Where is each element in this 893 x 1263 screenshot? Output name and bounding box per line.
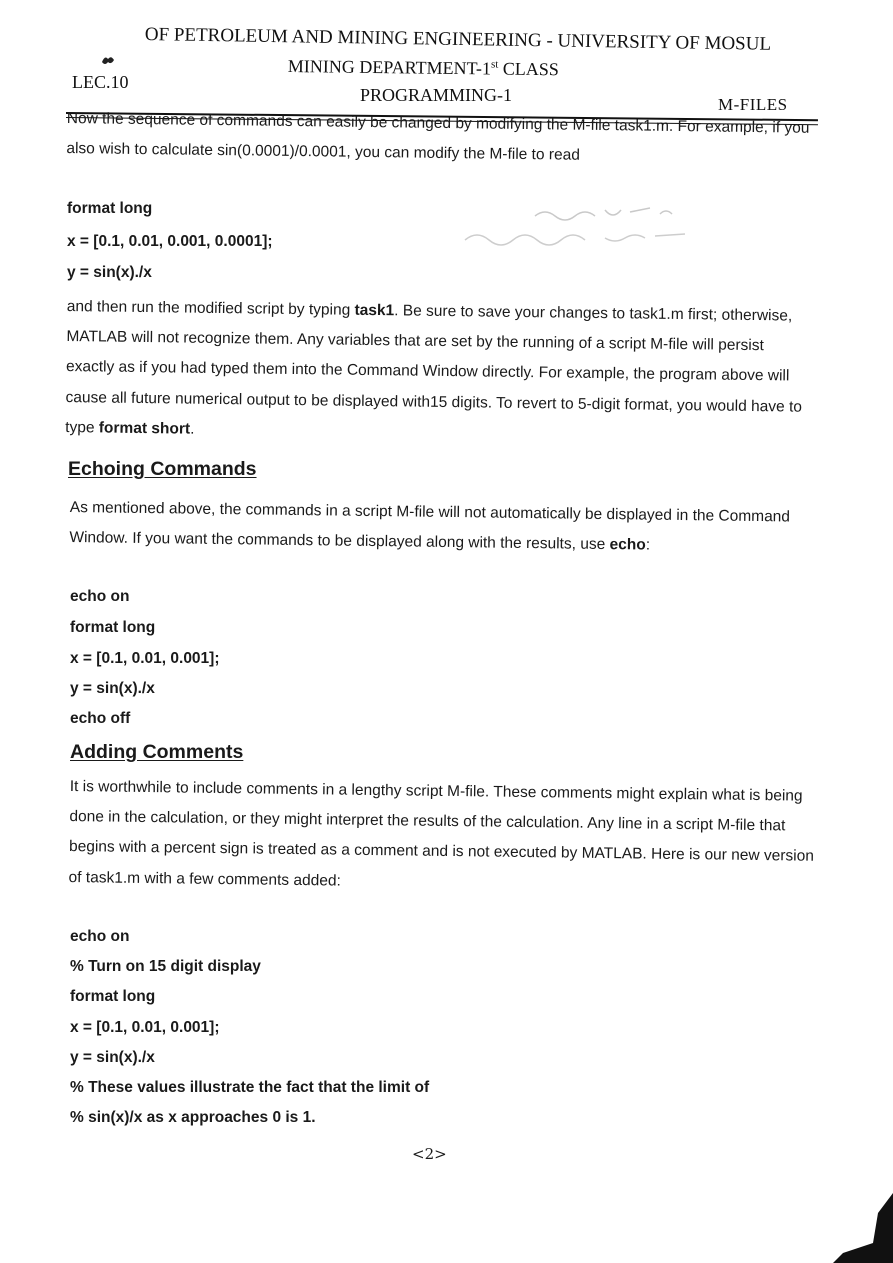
code-line: echo off — [70, 710, 131, 727]
code-line: x = [0.1, 0.01, 0.001, 0.0001]; — [67, 233, 273, 250]
university-title: OF PETROLEUM AND MINING ENGINEERING - UNIVERSITY OF MOSUL — [144, 24, 772, 55]
code-line: y = sin(x)./x — [67, 264, 152, 281]
department-title: MINING DEPARTMENT-1st CLASS — [287, 56, 559, 80]
code-line: format long — [70, 619, 156, 636]
code-line: format long — [67, 200, 153, 217]
intro-paragraph-1: Now the sequence of commands can easily be changed by modifying the M-file task1.m. For example, if you also wish to calculate sin(0.0001)/0.0001, you can modify the M-file to read — [66, 109, 810, 164]
echoing-paragraph: As mentioned above, the commands in a script M-file will not automatically be displayed in the Command Window. If you want the commands to be displayed along with the results, use echo: — [69, 498, 791, 554]
code-line: x = [0.1, 0.01, 0.001]; — [70, 650, 220, 667]
code-line: echo on — [70, 928, 130, 945]
section-heading-echoing: Echoing Commands — [68, 458, 257, 480]
code-line: x = [0.1, 0.01, 0.001]; — [70, 1019, 220, 1036]
code-line: echo on — [70, 588, 130, 605]
course-title: PROGRAMMING-1 — [360, 85, 513, 105]
handwritten-note-icon — [455, 198, 705, 258]
code-line: y = sin(x)./x — [70, 1049, 155, 1066]
code-line: % Turn on 15 digit display — [70, 958, 261, 975]
comments-paragraph: It is worthwhile to include comments in a lengthy script M-file. These comments might explain what is being done in the calculation, or they might interpret the results of the calculation. Any line in a script M-file that begins with a percent sign is treated as a comment and is not executed by MATLAB. Here is our new version of task1.m with a few comments added: — [68, 777, 815, 890]
page-corner-icon — [833, 1193, 893, 1263]
topic-title: M-FILES — [718, 95, 788, 114]
section-heading-comments: Adding Comments — [70, 741, 244, 763]
lecture-number: LEC.10 — [72, 72, 129, 92]
code-line: % These values illustrate the fact that the limit of — [70, 1079, 430, 1096]
code-line: format long — [70, 988, 156, 1005]
page-number: <2> — [412, 1145, 447, 1163]
code-line: % sin(x)/x as x approaches 0 is 1. — [70, 1109, 316, 1126]
code-line: y = sin(x)./x — [70, 680, 155, 697]
logo-icon — [101, 54, 115, 66]
intro-paragraph-2: and then run the modified script by typing task1. Be sure to save your changes to task1.m first; otherwise, MATLAB will not recognize them. Any variables that are set by the running of a script M-file will persist exactly as if you had typed them into the Command Window directly. For example, the program above will cause all future numerical output to be displayed with15 digits. To revert to 5-digit format, you would have to type format short. — [65, 297, 803, 438]
